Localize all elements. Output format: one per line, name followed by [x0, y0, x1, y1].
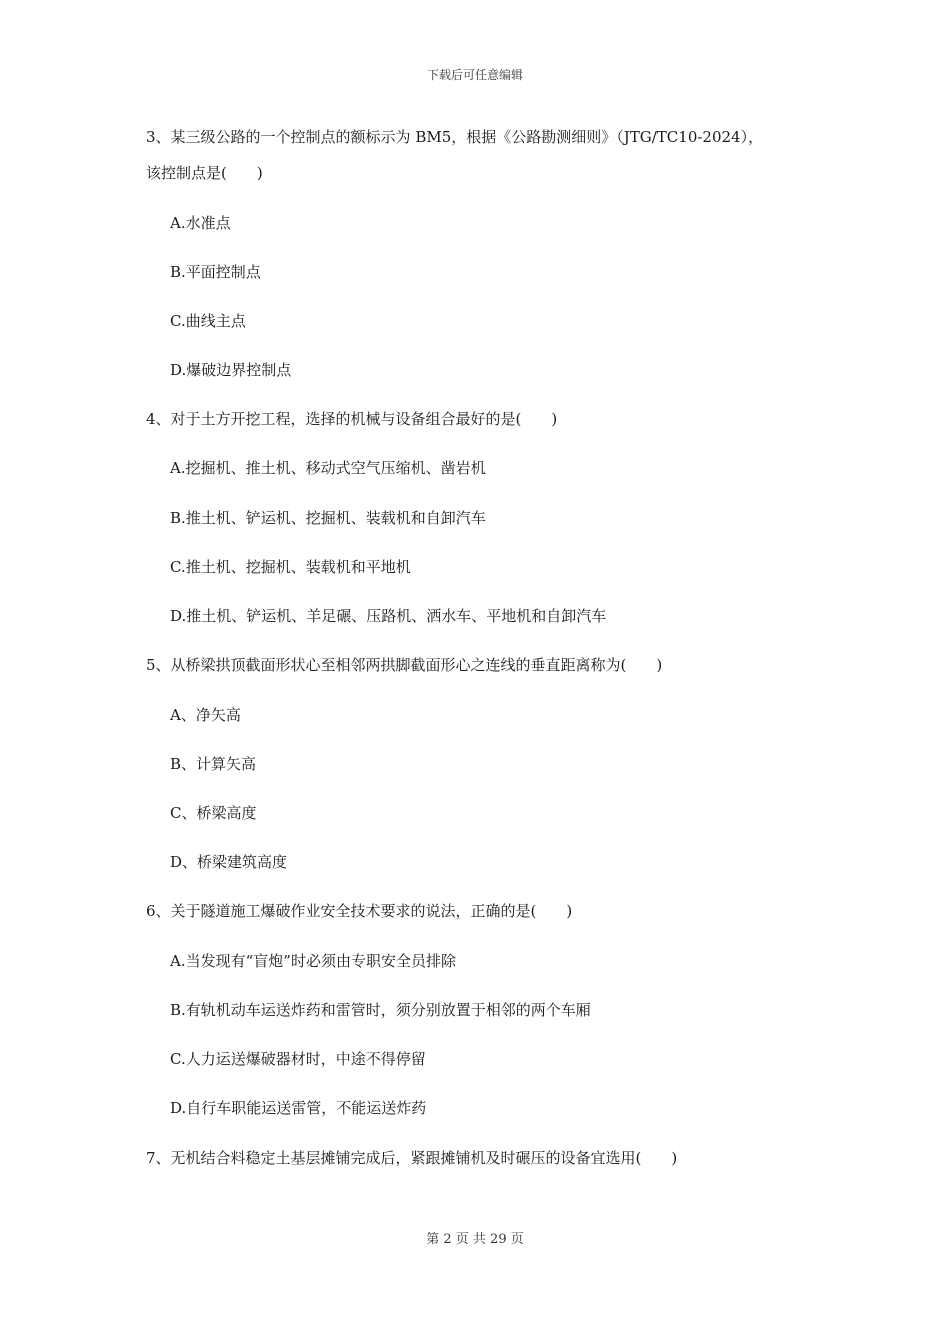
question-4-option-d: D.推土机、铲运机、羊足碾、压路机、洒水车、平地机和自卸汽车 — [170, 607, 607, 625]
question-5-stem: 5、从桥梁拱顶截面形状心至相邻两拱脚截面形心之连线的垂直距离称为( ) — [146, 656, 663, 674]
question-6-stem: 6、关于隧道施工爆破作业安全技术要求的说法，正确的是( ) — [146, 902, 573, 920]
question-5-option-a: A、净矢高 — [170, 706, 241, 724]
question-7-stem: 7、无机结合料稳定土基层摊铺完成后，紧跟摊铺机及时碾压的设备宜选用( ) — [146, 1149, 678, 1167]
question-4-option-a: A.挖掘机、推土机、移动式空气压缩机、凿岩机 — [170, 459, 486, 477]
question-6-option-c: C.人力运送爆破器材时，中途不得停留 — [170, 1050, 426, 1068]
question-5-option-b: B、计算矢高 — [170, 755, 257, 773]
question-3-option-a: A.水准点 — [170, 214, 231, 232]
question-5-option-c: C、桥梁高度 — [170, 804, 257, 822]
question-4-option-c: C.推土机、挖掘机、装载机和平地机 — [170, 558, 411, 576]
question-4-stem: 4、对于土方开挖工程，选择的机械与设备组合最好的是( ) — [146, 410, 558, 428]
question-6-option-d: D.自行车职能运送雷管，不能运送炸药 — [170, 1099, 427, 1117]
question-3-stem-continued: 该控制点是( ) — [146, 164, 263, 182]
question-3-stem: 3、某三级公路的一个控制点的额标示为 BM5，根据《公路勘测细则》（JTG/TC10-2024）， — [146, 128, 764, 146]
page-footer: 第 2 页 共 29 页 — [426, 1232, 524, 1247]
question-4-option-b: B.推土机、铲运机、挖掘机、装载机和自卸汽车 — [170, 509, 486, 527]
question-5-option-d: D、桥梁建筑高度 — [170, 853, 288, 871]
question-3-option-b: B.平面控制点 — [170, 263, 261, 281]
question-3-option-c: C.曲线主点 — [170, 312, 246, 330]
page-header: 下载后可任意编辑 — [426, 68, 523, 82]
question-3-option-d: D.爆破边界控制点 — [170, 361, 292, 379]
question-6-option-a: A.当发现有“盲炮”时必须由专职安全员排除 — [170, 952, 456, 970]
question-6-option-b: B.有轨机动车运送炸药和雷管时，须分别放置于相邻的两个车厢 — [170, 1001, 591, 1019]
